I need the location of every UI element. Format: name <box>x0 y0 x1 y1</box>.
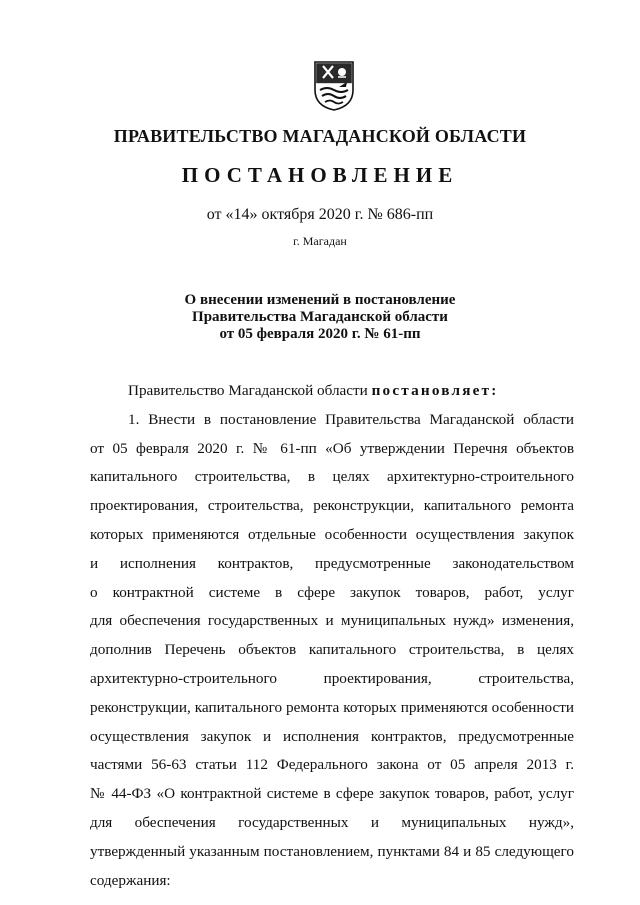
body-line: № 44-ФЗ «О контрактной системе в сфере закупок товаров, работ, услуг <box>90 785 574 803</box>
subject-line: от 05 февраля 2020 г. № 61-пп <box>219 326 421 342</box>
body-line: содержания: <box>90 871 171 889</box>
body-line: о контрактной системе в сфере закупок товаров, работ, услуг <box>90 583 574 601</box>
document-body <box>90 377 574 895</box>
intro-text: Правительство Магаданской области <box>128 382 368 399</box>
document-city: г. Магадан <box>293 234 347 248</box>
subject-line: Правительства Магаданской области <box>192 309 448 325</box>
document-date-number: от «14» октября 2020 г. № 686-пп <box>206 206 434 223</box>
body-line: архитектурно-строительного проектирования, строительства, <box>90 669 574 687</box>
body-line: которых применяются отдельные особенности осуществления закупок <box>90 525 574 543</box>
document-subject <box>0 292 640 343</box>
intro-verb: постановляет: <box>371 382 499 399</box>
body-line: капитального строительства, в целях архитектурно-строительного <box>90 468 574 486</box>
body-line: частями 56-63 статьи 112 Федерального закона от 05 апреля 2013 г. <box>90 756 574 774</box>
document-type-title: ПОСТАНОВЛЕНИЕ <box>181 163 459 187</box>
body-line: для обеспечения государственных и муниципальных нужд», <box>90 813 574 831</box>
body-line: 1. Внести в постановление Правительства Магаданской области <box>128 410 574 428</box>
body-line: дополнив Перечень объектов капитального строительства, в целях <box>90 641 574 659</box>
body-line: осуществления закупок и исполнения контрактов, предусмотренные <box>90 727 574 745</box>
body-line: реконструкции, капитального ремонта которых применяются особенности <box>90 698 574 716</box>
body-line: и исполнения контрактов, предусмотренные законодательством <box>90 554 574 572</box>
body-line: проектирования, строительства, реконструкции, капитального ремонта <box>90 497 574 515</box>
body-line: от 05 февраля 2020 г. № 61-пп «Об утверждении Перечня объектов <box>90 439 574 457</box>
coat-of-arms-emblem <box>313 60 355 112</box>
body-line: утвержденный указанным постановлением, пунктами 84 и 85 следующего <box>90 842 574 860</box>
subject-line: О внесении изменений в постановление <box>184 292 456 308</box>
government-title: ПРАВИТЕЛЬСТВО МАГАДАНСКОЙ ОБЛАСТИ <box>113 126 527 146</box>
body-line: для обеспечения государственных и муниципальных нужд» изменения, <box>90 612 574 630</box>
intro-paragraph <box>90 377 574 406</box>
